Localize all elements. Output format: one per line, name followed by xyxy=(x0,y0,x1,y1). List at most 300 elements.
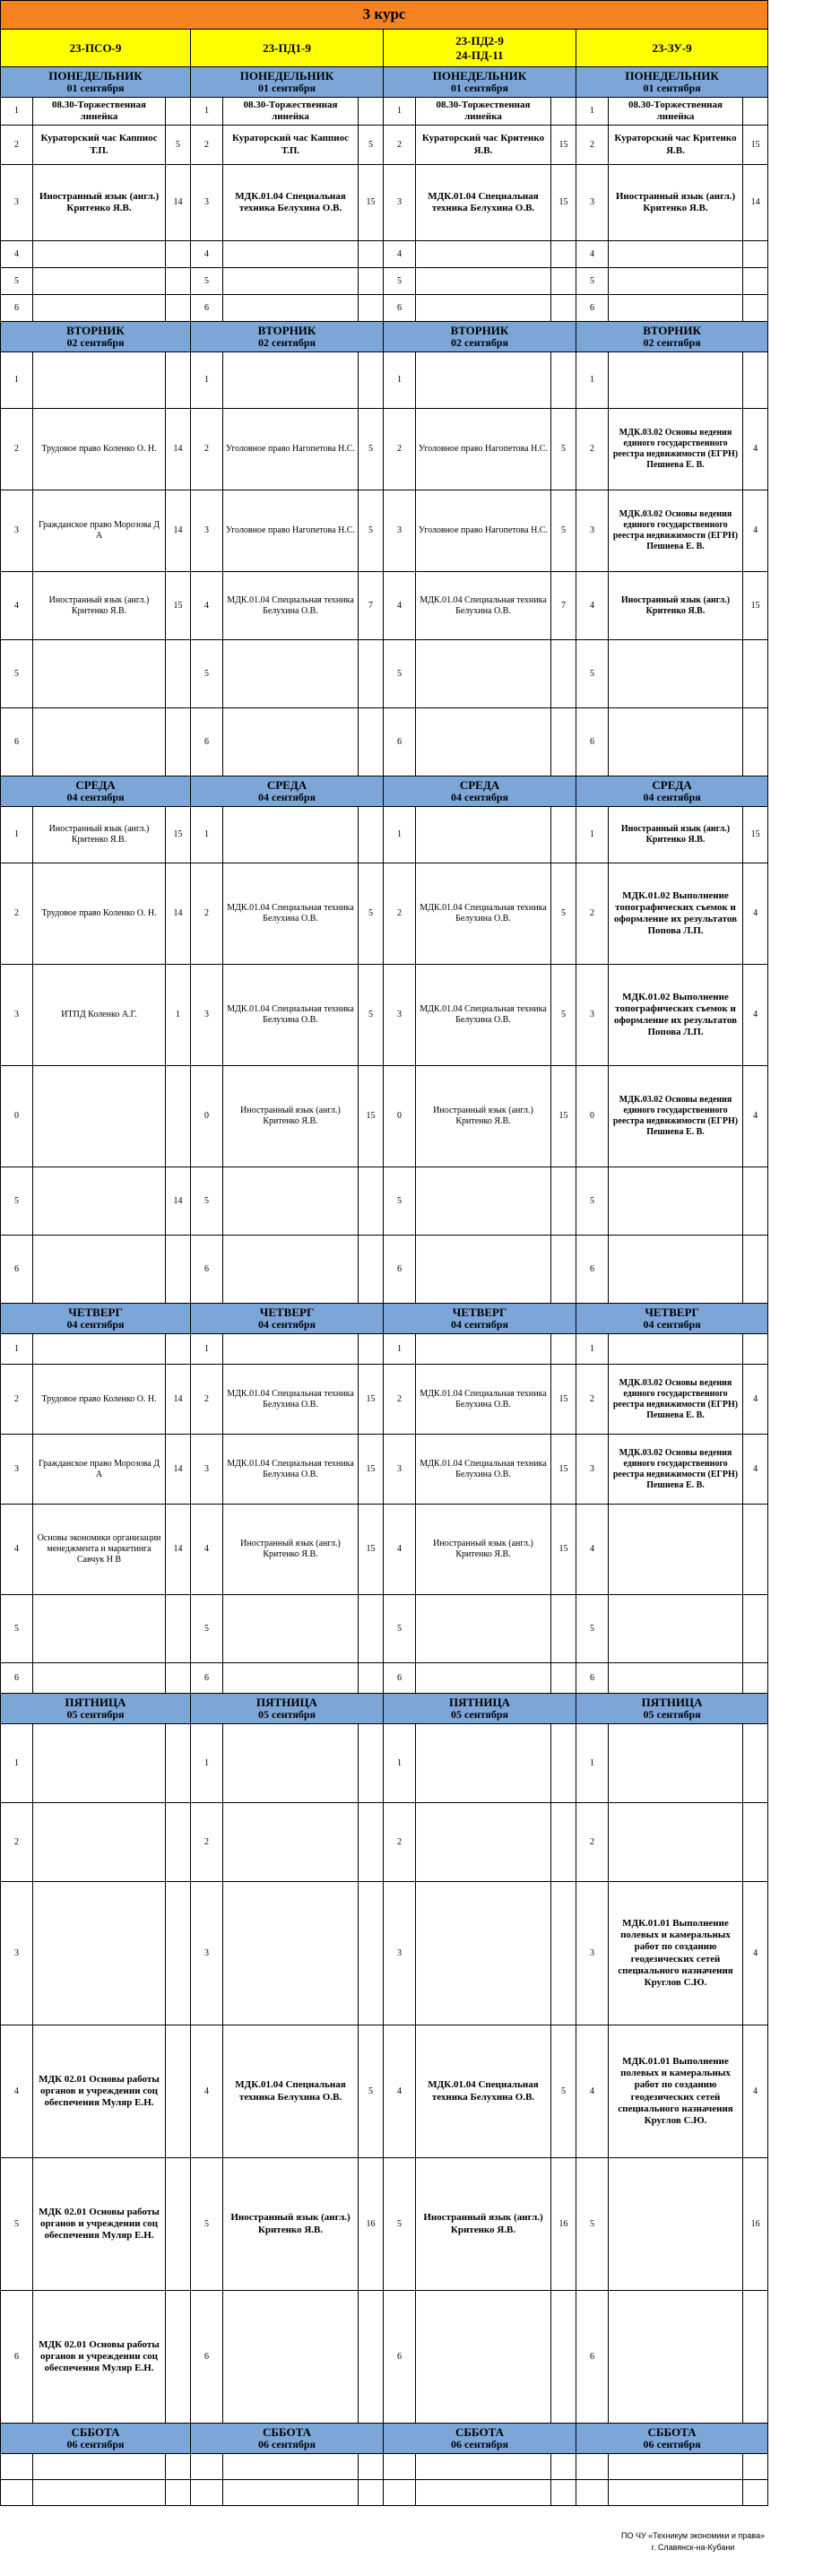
day-date: 06 сентября xyxy=(66,2438,125,2451)
lesson-subject: МДК.01.04 Специальная техника Белухина О.В. xyxy=(223,165,359,241)
spacer xyxy=(768,409,814,490)
day-name: СББОТА xyxy=(647,2425,697,2440)
lesson-room: 4 xyxy=(743,863,768,965)
lesson-number: 3 xyxy=(384,1882,416,2025)
lesson-subject: МДК.01.04 Специальная техника Белухина О.В. xyxy=(416,572,551,640)
lesson-row xyxy=(1,863,814,965)
lesson-room: 4 xyxy=(743,1882,768,2025)
lesson-subject xyxy=(223,1803,359,1882)
lesson-number: 5 xyxy=(191,2158,223,2291)
day-name: ПОНЕДЕЛЬНИК xyxy=(48,69,143,83)
day-header-row xyxy=(1,67,814,98)
day-header xyxy=(191,322,384,352)
spacer xyxy=(768,2158,814,2291)
lesson-subject: МДК.01.04 Специальная техника Белухина О.В. xyxy=(416,863,551,965)
lesson-subject: МДК.01.04 Специальная техника Белухина О.В. xyxy=(223,863,359,965)
group-header: 23-ПД1-9 xyxy=(191,30,384,67)
day-header xyxy=(191,1694,384,1724)
lesson-subject xyxy=(33,268,166,295)
lesson-number: 6 xyxy=(576,295,609,322)
lesson-room: 5 xyxy=(359,965,384,1066)
lesson-number: 2 xyxy=(1,1803,33,1882)
lesson-number: 1 xyxy=(1,352,33,409)
day-name: ЧЕТВЕРГ xyxy=(645,1305,699,1320)
lesson-subject: ИТПД Коленко А.Г. xyxy=(33,965,166,1066)
lesson-room: 7 xyxy=(551,572,576,640)
lesson-number: 2 xyxy=(384,863,416,965)
spacer xyxy=(768,352,814,409)
day-header xyxy=(1,1694,191,1724)
lesson-subject: МДК.01.04 Специальная техника Белухина О.В. xyxy=(223,572,359,640)
day-name: ПОНЕДЕЛЬНИК xyxy=(239,69,334,83)
day-name: ПЯТНИЦА xyxy=(449,1696,510,1710)
lesson-number: 2 xyxy=(191,863,223,965)
day-date: 05 сентября xyxy=(643,1708,701,1722)
lesson-room xyxy=(551,640,576,708)
spacer xyxy=(768,1435,814,1505)
lesson-number: 1 xyxy=(576,1724,609,1803)
lesson-subject: МДК.01.04 Специальная техника Белухина О.В. xyxy=(223,965,359,1066)
lesson-number: 5 xyxy=(1,2158,33,2291)
lesson-row xyxy=(1,640,814,708)
lesson-number: 4 xyxy=(576,241,609,268)
day-name: СРЕДА xyxy=(459,778,500,793)
lesson-number: 2 xyxy=(576,126,609,165)
lesson-room xyxy=(743,1803,768,1882)
lesson-number: 1 xyxy=(384,352,416,409)
day-date: 04 сентября xyxy=(257,791,316,804)
day-name: СРЕДА xyxy=(266,778,307,793)
lesson-number: 0 xyxy=(384,1066,416,1167)
lesson-number: 2 xyxy=(191,126,223,165)
lesson-room xyxy=(551,1724,576,1803)
lesson-room xyxy=(166,708,191,776)
lesson-subject: Уголовное право Нагопетова Н.С. xyxy=(416,490,551,572)
day-name: СРЕДА xyxy=(75,778,116,793)
lesson-number: 6 xyxy=(191,708,223,776)
lesson-room xyxy=(166,1724,191,1803)
day-name: ПОНЕДЕЛЬНИК xyxy=(432,69,527,83)
group-header: 23-ПСО-9 xyxy=(1,30,191,67)
lesson-subject xyxy=(223,1724,359,1803)
day-header xyxy=(576,2424,768,2454)
lesson-room xyxy=(743,98,768,126)
lesson-room: 15 xyxy=(551,1365,576,1435)
lesson-room: 14 xyxy=(166,1505,191,1595)
lesson-number xyxy=(191,2480,223,2506)
lesson-room: 5 xyxy=(359,490,384,572)
lesson-subject: Иностранный язык (англ.) Критенко Я.В. xyxy=(33,572,166,640)
spacer xyxy=(768,1167,814,1236)
lesson-subject xyxy=(416,241,551,268)
lesson-room xyxy=(359,1236,384,1304)
lesson-room: 5 xyxy=(359,409,384,490)
lesson-subject: Иностранный язык (англ.) Критенко Я.В. xyxy=(223,1066,359,1167)
lesson-room: 14 xyxy=(166,863,191,965)
spacer xyxy=(768,2480,814,2506)
lesson-number: 4 xyxy=(384,241,416,268)
lesson-row xyxy=(1,1435,814,1505)
lesson-subject xyxy=(416,2454,551,2480)
lesson-room: 5 xyxy=(551,490,576,572)
lesson-row xyxy=(1,165,814,241)
lesson-room xyxy=(166,640,191,708)
day-header-row xyxy=(1,776,814,807)
lesson-subject xyxy=(223,1167,359,1236)
spacer xyxy=(768,2424,814,2454)
spacer xyxy=(768,1334,814,1365)
lesson-number: 3 xyxy=(1,965,33,1066)
lesson-number: 6 xyxy=(1,2291,33,2424)
lesson-subject xyxy=(223,807,359,863)
lesson-subject: Иностранный язык (англ.) Критенко Я.В. xyxy=(416,2158,551,2291)
day-name: СББОТА xyxy=(262,2425,311,2440)
lesson-subject xyxy=(416,1724,551,1803)
lesson-subject: МДК.03.02 Основы ведения единого государственного реестра недвижимости (ЕГРН) Пешнева Е. В. xyxy=(609,490,743,572)
lesson-room xyxy=(743,1724,768,1803)
lesson-number: 5 xyxy=(191,268,223,295)
lesson-subject: Уголовное право Нагопетова Н.С. xyxy=(223,409,359,490)
day-header xyxy=(1,67,191,98)
lesson-number: 4 xyxy=(576,2025,609,2158)
lesson-number: 2 xyxy=(384,1803,416,1882)
lesson-subject xyxy=(609,295,743,322)
spacer xyxy=(768,965,814,1066)
lesson-number: 2 xyxy=(576,409,609,490)
lesson-room: 15 xyxy=(359,1505,384,1595)
spacer xyxy=(768,572,814,640)
lesson-room xyxy=(359,1663,384,1694)
lesson-room: 14 xyxy=(166,1365,191,1435)
lesson-subject xyxy=(33,1803,166,1882)
lesson-number: 3 xyxy=(384,490,416,572)
lesson-subject: МДК.01.04 Специальная техника Белухина О.В. xyxy=(416,1435,551,1505)
lesson-room: 4 xyxy=(743,1066,768,1167)
day-header xyxy=(384,1304,576,1334)
lesson-subject xyxy=(609,352,743,409)
lesson-row xyxy=(1,708,814,776)
lesson-room: 15 xyxy=(551,1066,576,1167)
lesson-number: 2 xyxy=(384,1365,416,1435)
lesson-room xyxy=(743,1334,768,1365)
lesson-subject xyxy=(33,1066,166,1167)
lesson-room xyxy=(166,2025,191,2158)
lesson-subject: Иностранный язык (англ.) Критенко Я.В. xyxy=(416,1066,551,1167)
lesson-number: 1 xyxy=(191,1334,223,1365)
lesson-room xyxy=(743,1663,768,1694)
spacer xyxy=(768,322,814,352)
lesson-number: 2 xyxy=(1,1365,33,1435)
lesson-number: 2 xyxy=(576,1365,609,1435)
lesson-room xyxy=(743,352,768,409)
lesson-number: 3 xyxy=(191,1882,223,2025)
lesson-number: 5 xyxy=(1,640,33,708)
lesson-number: 1 xyxy=(384,807,416,863)
lesson-subject: МДК 02.01 Основы работы органов и учреждении соц обеспечения Муляр Е.Н. xyxy=(33,2158,166,2291)
lesson-subject xyxy=(223,295,359,322)
lesson-room xyxy=(551,268,576,295)
lesson-subject: МДК.01.04 Специальная техника Белухина О.В. xyxy=(416,2025,551,2158)
lesson-number: 1 xyxy=(576,352,609,409)
lesson-row xyxy=(1,1334,814,1365)
day-date: 04 сентября xyxy=(66,791,125,804)
lesson-number: 1 xyxy=(1,1724,33,1803)
spacer xyxy=(768,1304,814,1334)
lesson-subject xyxy=(416,1334,551,1365)
lesson-subject: Трудовое право Коленко О. Н. xyxy=(33,863,166,965)
lesson-number: 5 xyxy=(384,2158,416,2291)
page-title: 3 курс xyxy=(1,1,768,30)
lesson-room: 5 xyxy=(359,126,384,165)
lesson-room xyxy=(743,1595,768,1663)
lesson-number: 2 xyxy=(1,863,33,965)
lesson-subject xyxy=(416,1167,551,1236)
lesson-subject xyxy=(609,1167,743,1236)
lesson-number: 1 xyxy=(191,352,223,409)
lesson-number: 5 xyxy=(576,1595,609,1663)
day-date: 02 сентября xyxy=(257,336,316,350)
lesson-subject xyxy=(416,2291,551,2424)
lesson-number: 2 xyxy=(384,126,416,165)
lesson-number xyxy=(1,2480,33,2506)
lesson-subject: 08.30-Торжественная линейка xyxy=(609,98,743,126)
day-date: 01 сентября xyxy=(257,82,316,95)
spacer xyxy=(768,30,814,67)
lesson-number: 3 xyxy=(576,165,609,241)
lesson-subject xyxy=(609,1334,743,1365)
lesson-subject xyxy=(416,1803,551,1882)
spacer xyxy=(768,2291,814,2424)
spacer xyxy=(768,1724,814,1803)
day-date: 04 сентября xyxy=(450,1318,509,1331)
lesson-row xyxy=(1,352,814,409)
lesson-room: 15 xyxy=(166,807,191,863)
lesson-room xyxy=(743,640,768,708)
lesson-number: 1 xyxy=(576,1334,609,1365)
lesson-room xyxy=(166,1595,191,1663)
title-row xyxy=(1,1,814,30)
day-date: 01 сентября xyxy=(643,82,701,95)
day-header xyxy=(384,67,576,98)
lesson-room xyxy=(743,1236,768,1304)
lesson-number: 3 xyxy=(384,1435,416,1505)
lesson-room xyxy=(166,241,191,268)
lesson-subject: Иностранный язык (англ.) Критенко Я.В. xyxy=(416,1505,551,1595)
lesson-number: 1 xyxy=(1,1334,33,1365)
lesson-subject: Кураторский час Каппиос Т.П. xyxy=(33,126,166,165)
day-date: 04 сентября xyxy=(66,1318,125,1331)
lesson-number: 5 xyxy=(576,640,609,708)
lesson-room: 4 xyxy=(743,2025,768,2158)
lesson-number: 6 xyxy=(191,1663,223,1694)
day-header xyxy=(191,1304,384,1334)
day-header xyxy=(576,1694,768,1724)
lesson-number: 4 xyxy=(191,241,223,268)
lesson-subject: Иностранный язык (англ.) Критенко Я.В. xyxy=(33,807,166,863)
lesson-room xyxy=(359,640,384,708)
day-date: 02 сентября xyxy=(450,336,509,350)
spacer xyxy=(768,1882,814,2025)
lesson-room xyxy=(743,708,768,776)
spacer xyxy=(768,490,814,572)
spacer xyxy=(768,126,814,165)
lesson-room xyxy=(551,708,576,776)
lesson-room: 5 xyxy=(551,409,576,490)
day-date: 06 сентября xyxy=(643,2438,701,2451)
lesson-row xyxy=(1,409,814,490)
lesson-subject: Трудовое право Коленко О. Н. xyxy=(33,409,166,490)
lesson-number: 4 xyxy=(1,1505,33,1595)
lesson-room xyxy=(743,2291,768,2424)
day-date: 05 сентября xyxy=(450,1708,509,1722)
lesson-room xyxy=(743,241,768,268)
day-date: 02 сентября xyxy=(66,336,125,350)
lesson-subject: Уголовное право Нагопетова Н.С. xyxy=(223,490,359,572)
lesson-subject xyxy=(223,640,359,708)
lesson-subject xyxy=(33,1167,166,1236)
lesson-subject: Иностранный язык (англ.) Критенко Я.В. xyxy=(609,165,743,241)
lesson-subject xyxy=(33,1595,166,1663)
lesson-row xyxy=(1,1365,814,1435)
lesson-number: 3 xyxy=(1,490,33,572)
lesson-number xyxy=(1,2454,33,2480)
lesson-room xyxy=(551,1595,576,1663)
lesson-row xyxy=(1,295,814,322)
lesson-room xyxy=(359,268,384,295)
lesson-room xyxy=(359,1334,384,1365)
day-name: СББОТА xyxy=(71,2425,120,2440)
lesson-room: 5 xyxy=(551,965,576,1066)
day-name: ЧЕТВЕРГ xyxy=(452,1305,507,1320)
lesson-number: 2 xyxy=(576,863,609,965)
lesson-room: 4 xyxy=(743,1435,768,1505)
lesson-room: 4 xyxy=(743,409,768,490)
lesson-subject: Основы экономики организации менеджмента и маркетинга Савчук Н В xyxy=(33,1505,166,1595)
day-date: 06 сентября xyxy=(257,2438,316,2451)
lesson-room: 14 xyxy=(166,409,191,490)
lesson-room xyxy=(551,295,576,322)
lesson-number: 6 xyxy=(384,295,416,322)
lesson-subject: МДК.01.02 Выполнение топографических съемок и оформление их результатов Попова Л.П. xyxy=(609,863,743,965)
lesson-room xyxy=(166,1334,191,1365)
lesson-number: 4 xyxy=(1,241,33,268)
lesson-room xyxy=(743,1167,768,1236)
lesson-room: 5 xyxy=(166,126,191,165)
day-header-row xyxy=(1,322,814,352)
lesson-subject xyxy=(609,2291,743,2424)
lesson-number: 6 xyxy=(1,1236,33,1304)
lesson-subject: МДК.01.04 Специальная техника Белухина О.В. xyxy=(416,965,551,1066)
day-header xyxy=(576,67,768,98)
spacer xyxy=(768,1236,814,1304)
spacer xyxy=(768,241,814,268)
lesson-room xyxy=(743,2454,768,2480)
day-name: ЧЕТВЕРГ xyxy=(259,1305,315,1320)
lesson-row xyxy=(1,1595,814,1663)
day-name: ПЯТНИЦА xyxy=(256,1696,317,1710)
lesson-subject: Кураторский час Каппиос Т.П. xyxy=(223,126,359,165)
lesson-row xyxy=(1,2480,814,2506)
lesson-subject xyxy=(223,2480,359,2506)
day-name: ПЯТНИЦА xyxy=(641,1696,703,1710)
day-header xyxy=(384,1694,576,1724)
lesson-subject: Уголовное право Нагопетова Н.С. xyxy=(416,409,551,490)
spacer xyxy=(768,2454,814,2480)
day-header xyxy=(1,322,191,352)
lesson-subject: Иностранный язык (англ.) Критенко Я.В. xyxy=(223,1505,359,1595)
lesson-row xyxy=(1,1236,814,1304)
lesson-subject xyxy=(609,268,743,295)
lesson-subject xyxy=(416,295,551,322)
spacer xyxy=(768,268,814,295)
lesson-number: 3 xyxy=(384,165,416,241)
lesson-subject xyxy=(609,2480,743,2506)
lesson-subject: МДК.01.04 Специальная техника Белухина О.В. xyxy=(416,165,551,241)
lesson-number: 2 xyxy=(191,1803,223,1882)
footer-city: г. Славянск-на-Кубани xyxy=(651,2542,735,2552)
lesson-subject: МДК.03.02 Основы ведения единого государственного реестра недвижимости (ЕГРН) Пешнева Е. В. xyxy=(609,1435,743,1505)
day-header xyxy=(1,2424,191,2454)
lesson-room: 1 xyxy=(166,965,191,1066)
lesson-subject: 08.30-Торжественная линейка xyxy=(416,98,551,126)
lesson-room: 15 xyxy=(743,126,768,165)
lesson-room xyxy=(359,295,384,322)
lesson-row xyxy=(1,1505,814,1595)
lesson-number xyxy=(576,2454,609,2480)
day-date: 05 сентября xyxy=(257,1708,316,1722)
lesson-room: 15 xyxy=(551,1435,576,1505)
day-header xyxy=(191,2424,384,2454)
lesson-room: 14 xyxy=(166,1167,191,1236)
lesson-number xyxy=(384,2454,416,2480)
lesson-number: 5 xyxy=(191,1595,223,1663)
lesson-number: 5 xyxy=(576,1167,609,1236)
lesson-number: 2 xyxy=(576,1803,609,1882)
lesson-row xyxy=(1,98,814,126)
lesson-subject: Кураторский час Критенко Я.В. xyxy=(609,126,743,165)
lesson-subject xyxy=(33,1724,166,1803)
lesson-number: 1 xyxy=(191,1724,223,1803)
lesson-subject xyxy=(416,1882,551,2025)
day-name: СРЕДА xyxy=(652,778,692,793)
lesson-subject xyxy=(609,708,743,776)
lesson-subject: МДК 02.01 Основы работы органов и учреждении соц обеспечения Муляр Е.Н. xyxy=(33,2291,166,2424)
lesson-subject xyxy=(223,2454,359,2480)
lesson-number: 5 xyxy=(576,2158,609,2291)
lesson-subject xyxy=(609,1595,743,1663)
lesson-number xyxy=(384,2480,416,2506)
lesson-room xyxy=(359,807,384,863)
lesson-room xyxy=(551,2480,576,2506)
lesson-subject xyxy=(416,268,551,295)
lesson-row xyxy=(1,1167,814,1236)
lesson-room: 15 xyxy=(359,165,384,241)
lesson-number: 4 xyxy=(1,2025,33,2158)
spacer xyxy=(768,165,814,241)
lesson-row xyxy=(1,268,814,295)
day-date: 02 сентября xyxy=(643,336,701,350)
lesson-subject xyxy=(33,708,166,776)
lesson-subject xyxy=(223,2291,359,2424)
spacer xyxy=(768,1803,814,1882)
group-header: 23-ПД2-9 24-ПД-11 xyxy=(384,30,576,67)
lesson-room xyxy=(166,1066,191,1167)
lesson-subject xyxy=(416,352,551,409)
day-date: 05 сентября xyxy=(66,1708,125,1722)
lesson-room: 15 xyxy=(551,126,576,165)
lesson-subject xyxy=(223,268,359,295)
lesson-subject: Иностранный язык (англ.) Критенко Я.В. xyxy=(33,165,166,241)
